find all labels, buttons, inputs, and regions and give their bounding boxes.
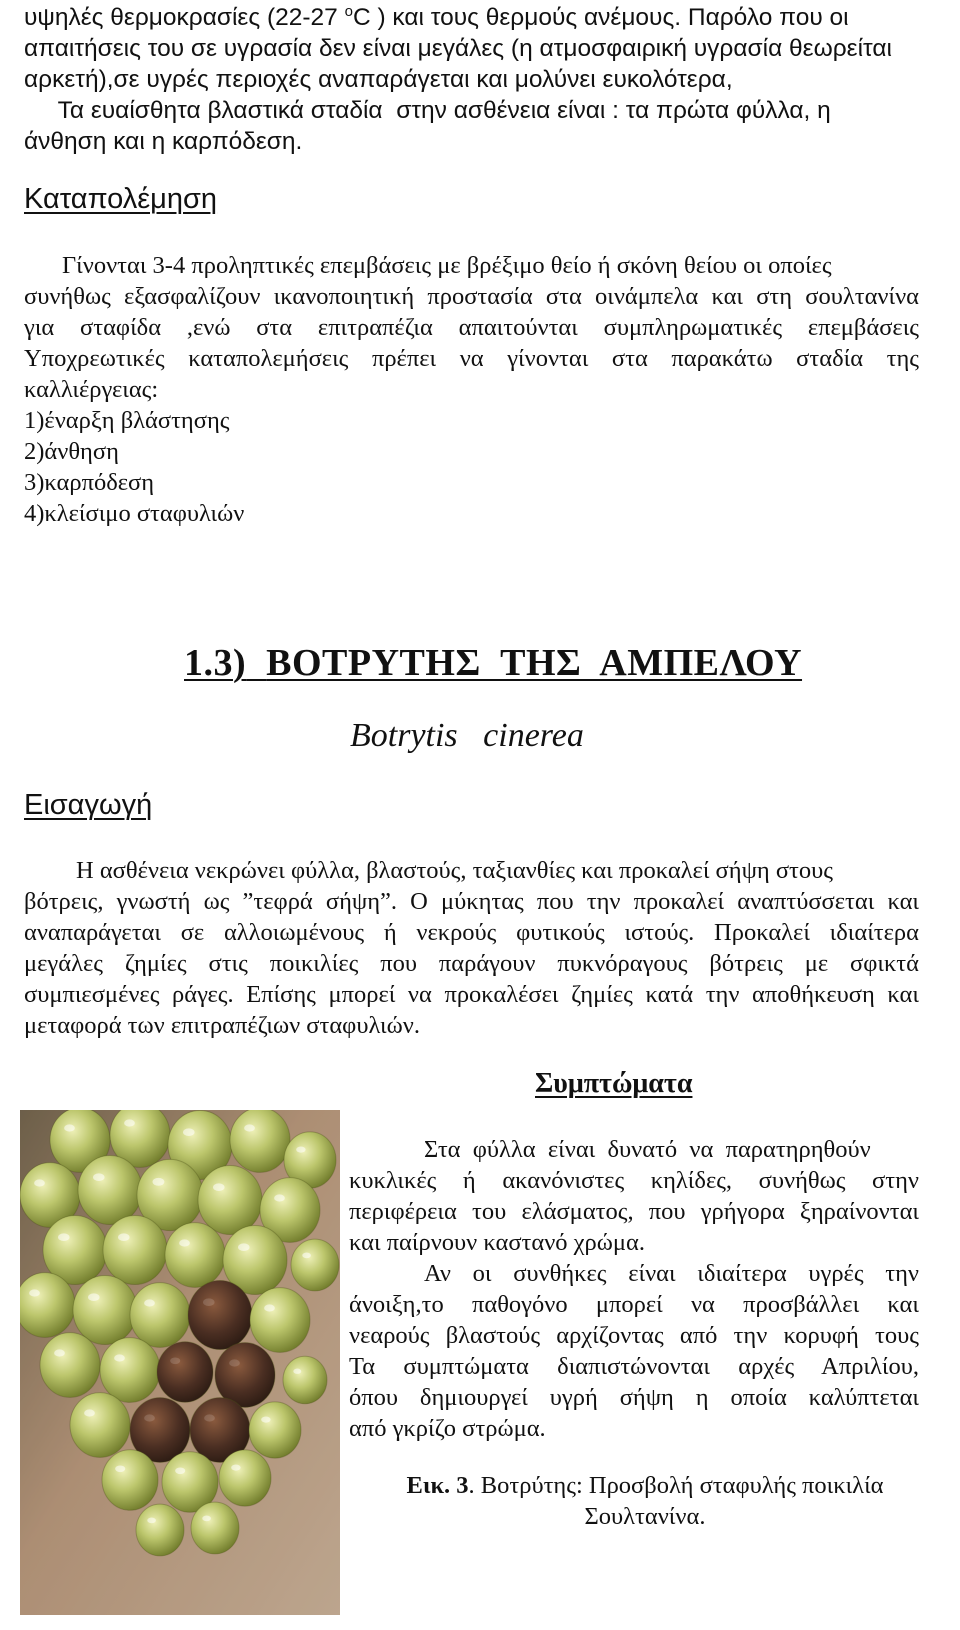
grape [136, 1504, 184, 1556]
section-name: ΒΟΤΡΥΤΗΣ ΤΗΣ ΑΜΠΕΛΟΥ [266, 642, 803, 684]
grape [250, 1288, 310, 1353]
grape-cluster-image [20, 1110, 340, 1615]
introduction-heading: Εισαγωγή [24, 789, 153, 821]
rotten-grape [157, 1342, 213, 1402]
grape [78, 1155, 142, 1224]
grape-highlight [213, 1183, 225, 1191]
grape-highlight [170, 1357, 180, 1364]
grape [219, 1450, 271, 1506]
symptoms-line: περιφέρεια του ελάσματος, που γρήγορα ξηραίνονται [349, 1198, 919, 1225]
stage-item: 1)έναρξη βλάστησης [24, 407, 230, 434]
symptoms-line: Τα συμπτώματα διαπιστώνονται αρχές Απριλίου, [349, 1353, 919, 1380]
grape-highlight [229, 1359, 240, 1366]
introduction-line: μεταφορά των επιτραπέζιων σταφυλιών. [24, 1012, 420, 1039]
intro-line: Τα ευαίσθητα βλαστικά σταδία στην ασθένεια είναι : τα πρώτα φύλλα, η [24, 97, 831, 124]
grape-highlight [114, 1354, 125, 1361]
grape [20, 1273, 75, 1338]
grape [291, 1239, 339, 1291]
figure-caption-text: . Βοτρύτης: Προσβολή σταφυλής ποικιλία [468, 1472, 884, 1499]
grape-highlight [175, 1467, 185, 1474]
control-line: καλλιέργειας: [24, 376, 159, 403]
grape-highlight [274, 1194, 285, 1201]
figure-caption [360, 1470, 930, 1532]
symptoms-line: νεαρούς βλαστούς αρχίζοντας από την κορυφή τους [349, 1322, 919, 1349]
grape-highlight [58, 1233, 70, 1241]
grape-highlight [29, 1289, 40, 1296]
grape-highlight [296, 1146, 305, 1152]
grape-highlight [147, 1518, 156, 1524]
introduction-line: βότρεις, γνωστή ως ”τεφρά σήψη”. Ο μύκητας που την προκαλεί αναπτύσσεται και [24, 888, 919, 915]
grape-photo [20, 1110, 340, 1615]
symptoms-line: Αν οι συνθήκες είναι ιδιαίτερα υγρές την [424, 1260, 919, 1287]
introduction-line: συμπιεσμένες ράγες. Επίσης μπορεί να προκαλέσει ζημίες κατά την αποθήκευση και [24, 981, 919, 1008]
grape-highlight [64, 1124, 75, 1131]
grape-highlight [204, 1414, 215, 1421]
grape-highlight [124, 1119, 135, 1126]
control-line: Υποχρεωτικές καταπολεμήσεις πρέπει να γίνονται στα παρακάτω σταδία της [24, 345, 919, 372]
grape-highlight [302, 1253, 311, 1259]
grape-highlight [84, 1409, 95, 1416]
control-line: Γίνονται 3-4 προληπτικές επεμβάσεις με βρέξιμο θείο ή σκόνη θείου οι οποίες [62, 252, 832, 279]
grape-highlight [261, 1416, 270, 1422]
grape-highlight [93, 1173, 105, 1181]
grape-highlight [203, 1298, 215, 1306]
intro-line: αρκετή),σε υγρές περιοχές αναπαράγεται και μολύνει ευκολότερα, [24, 66, 733, 93]
symptoms-line: Στα φύλλα είναι δυνατό να παρατηρηθούν [424, 1136, 871, 1163]
grape [102, 1450, 158, 1510]
stage-item: 4)κλείσιμο σταφυλιών [24, 500, 245, 527]
stage-item: 2)άνθηση [24, 438, 119, 465]
grape-highlight [153, 1178, 165, 1186]
symptoms-line: από γκρίζο στρώμα. [349, 1415, 546, 1442]
grape-highlight [88, 1293, 100, 1301]
symptoms-line: κυκλικές ή ακανόνιστες κηλίδες, συνήθως στην [349, 1167, 919, 1194]
grape-highlight [179, 1239, 190, 1246]
grape-highlight [244, 1124, 255, 1131]
symptoms-line: και παίρνουν καστανό χρώμα. [349, 1229, 645, 1256]
grape [70, 1393, 130, 1458]
symptoms-heading: Συμπτώματα [535, 1068, 693, 1099]
grape [103, 1215, 167, 1284]
control-heading: Καταπολέμηση [24, 183, 218, 215]
grape [130, 1283, 190, 1348]
grape [283, 1356, 327, 1404]
intro-line: άνθηση και η καρπόδεση. [24, 128, 303, 155]
grape [165, 1223, 225, 1288]
grape-highlight [202, 1516, 211, 1522]
grape-highlight [264, 1304, 275, 1311]
rotten-grape [188, 1280, 252, 1349]
section-number: 1.3) [184, 642, 247, 684]
grape-highlight [238, 1243, 250, 1251]
intro-line: απαιτήσεις του σε υγρασία δεν είναι μεγάλες (η ατμοσφαιρική υγρασία θεωρείται [24, 35, 892, 62]
grape-highlight [115, 1465, 125, 1472]
grape-highlight [293, 1369, 301, 1374]
introduction-line: μεγάλες ζημίες στις ποικιλίες που παράγουν πυκνόραγους βότρεις με σφικτά [24, 950, 919, 977]
grape [191, 1502, 239, 1554]
grape-highlight [118, 1233, 130, 1241]
grape-highlight [144, 1299, 155, 1306]
introduction-line: αναπαράγεται σε αλλοιωμένους ή νεκρούς φυτικούς ιστούς. Προκαλεί ιδιαίτερα [24, 919, 919, 946]
control-line: συνήθως εξασφαλίζουν ικανοποιητική προστασία στα οινάμπελα και στη σουλτανίνα [24, 283, 919, 310]
grape [249, 1402, 301, 1458]
stage-item: 3)καρπόδεση [24, 469, 155, 496]
symptoms-line: όπου δημιουργεί υγρή σήψη η οποία καλύπτεται [349, 1384, 919, 1411]
grape-highlight [231, 1464, 240, 1470]
grape-highlight [144, 1414, 155, 1421]
grape [40, 1333, 100, 1398]
latin-name: Botrytis cinerea [350, 717, 584, 754]
grape [198, 1165, 262, 1234]
symptoms-line: άνοιξη,το παθογόνο μπορεί να προσβάλλει και [349, 1291, 919, 1318]
figure-label: Εικ. 3 [406, 1472, 469, 1499]
grape [100, 1338, 160, 1403]
figure-caption-variety: Σουλτανίνα. [584, 1503, 706, 1530]
grape-highlight [183, 1128, 195, 1136]
introduction-line: Η ασθένεια νεκρώνει φύλλα, βλαστούς, ταξιανθίες και προκαλεί σήψη στους [76, 857, 833, 884]
grape-highlight [54, 1349, 65, 1356]
section-title [184, 641, 802, 685]
grape [230, 1110, 290, 1172]
grape-highlight [34, 1179, 45, 1186]
control-line: για σταφίδα ,ενώ στα επιτραπέζια απαιτούνται συμπληρωματικές επεμβάσεις [24, 314, 919, 341]
intro-line: υψηλές θερμοκρασίες (22-27 $^o$C ) και τους θερμούς ανέμους. Παρόλο που οι [24, 2, 849, 31]
grape [73, 1275, 137, 1344]
